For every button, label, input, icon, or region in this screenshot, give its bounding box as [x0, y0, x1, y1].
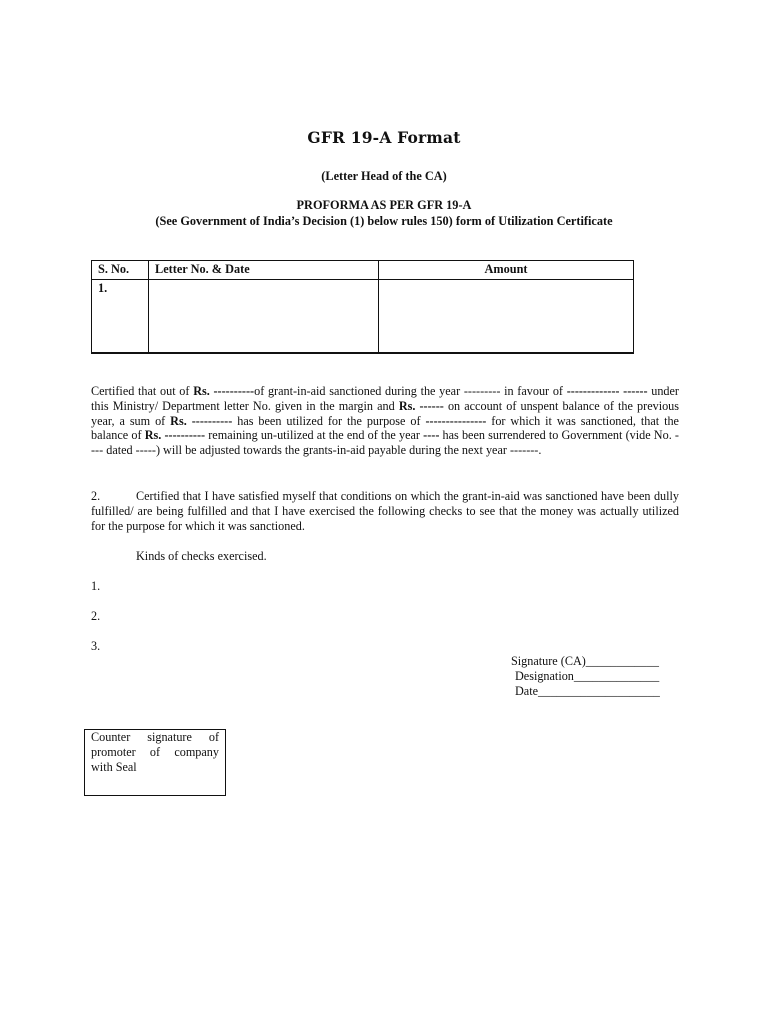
p1-bold-7: ---- — [423, 428, 440, 443]
p1-text-8: has been surrendered to Government (vide No. ---- dated -----) will be adjusted towards the grants-in-aid payable during the next year -------. — [91, 428, 679, 458]
p1-bold-6: Rs. ---------- — [144, 428, 206, 443]
p1-text-6: for which it was sanctioned, that the balance of — [91, 413, 679, 443]
header-letter-date: Letter No. & Date — [149, 261, 379, 280]
p1-bold-1: Rs. ---------- — [193, 384, 255, 398]
p1-text-5: has been utilized for the purpose of — [232, 413, 426, 428]
header-amount: Amount — [379, 261, 634, 280]
cell-sno: 1. — [92, 280, 149, 354]
checks-heading: Kinds of checks exercised. — [136, 549, 267, 563]
decision-reference: (See Government of India’s Decision (1) below rules 150) form of Utilization Certificate — [155, 214, 613, 228]
check-item-2: 2. — [91, 609, 101, 623]
document-title: GFR 19-A Format — [307, 128, 461, 147]
signature-line: Signature (CA)____________ — [511, 654, 659, 668]
cell-amount — [379, 280, 634, 354]
header-sno: S. No. — [92, 261, 149, 280]
p1-text-2: of grant-in-aid sanctioned during the year --------- in favour of — [254, 384, 567, 398]
letter-table — [91, 260, 634, 354]
p2-number: 2. — [91, 489, 101, 503]
p1-bold-4: Rs. ---------- — [170, 413, 233, 428]
p1-text-4: on account of unspent balance of the previous year, a sum of — [91, 398, 680, 428]
p1-bold-3: Rs. ------ — [398, 398, 444, 413]
table-header-row — [92, 261, 634, 280]
designation-line: Designation______________ — [515, 669, 660, 683]
table-row — [92, 280, 634, 354]
counter-signature-box: Counter signature of promoter of company with Seal — [84, 729, 226, 796]
p1-bold-5: --------------- — [425, 413, 487, 428]
p1-text-1: Certified that out of — [91, 384, 194, 398]
certification-paragraph-2 — [91, 489, 679, 533]
p1-bold-2: ------------- ------ — [566, 384, 648, 398]
proforma-heading: PROFORMA AS PER GFR 19-A — [296, 198, 472, 212]
p1-text-3: under this Ministry/ Department letter No. given in the margin and — [91, 384, 679, 413]
certification-paragraph-1 — [91, 384, 679, 458]
check-item-1: 1. — [91, 579, 101, 593]
p2-text: Certified that I have satisfied myself that conditions on which the grant-in-aid was sanctioned have been dully fulfilled/ are being fulfilled and that I have exercised the following checks to see that the money was actually utilized for the purpose for which it was sanctioned. — [91, 489, 679, 533]
letterhead-note: (Letter Head of the CA) — [321, 169, 447, 183]
cell-letter-date — [149, 280, 379, 354]
check-item-3: 3. — [91, 639, 101, 653]
p1-text-7: remaining un-utilized at the end of the year — [205, 428, 424, 443]
date-line: Date____________________ — [515, 684, 660, 698]
